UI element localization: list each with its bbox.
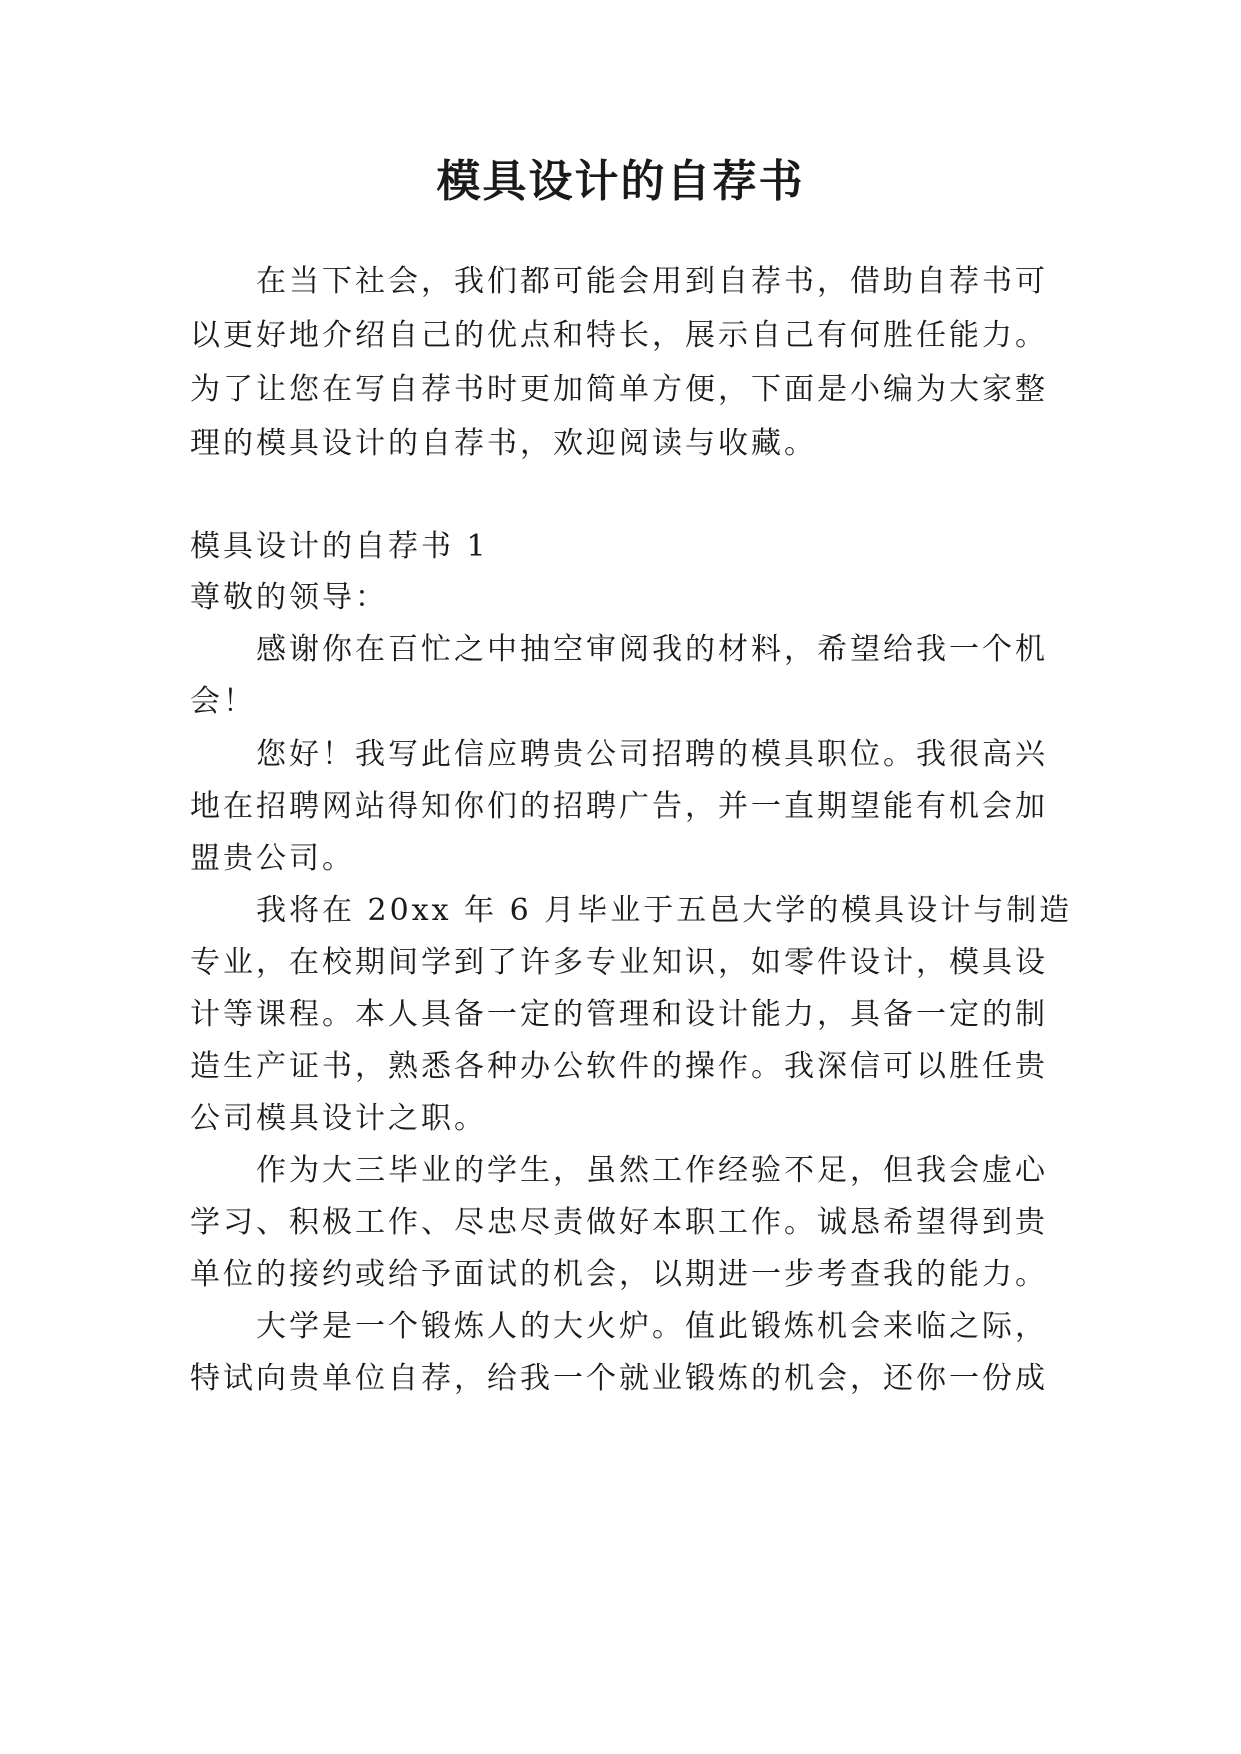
paragraph-line: 感谢你在百忙之中抽空审阅我的材料，希望给我一个机: [256, 632, 1048, 667]
paragraph-line: 我将在 20xx 年 6 月毕业于五邑大学的模具设计与制造: [256, 893, 1073, 928]
document-title: 模具设计的自荐书: [436, 156, 805, 207]
paragraph-line: 盟贵公司。: [190, 841, 355, 876]
paragraph-line: 会！: [190, 684, 256, 719]
paragraph-line: 学习、积极工作、尽忠尽责做好本职工作。诚恳希望得到贵: [190, 1205, 1048, 1240]
paragraph-line: 特试向贵单位自荐，给我一个就业锻炼的机会，还你一份成: [190, 1361, 1048, 1396]
paragraph-line: 公司模具设计之职。: [190, 1101, 487, 1136]
paragraph-line: 造生产证书，熟悉各种办公软件的操作。我深信可以胜任贵: [190, 1049, 1048, 1084]
paragraph-line: 单位的接约或给予面试的机会，以期进一步考查我的能力。: [190, 1257, 1048, 1292]
section-heading: 模具设计的自荐书 1: [190, 529, 489, 564]
paragraph-line: 专业，在校期间学到了许多专业知识，如零件设计，模具设: [190, 945, 1048, 980]
paragraph-line: 地在招聘网站得知你们的招聘广告，并一直期望能有机会加: [190, 789, 1048, 824]
salutation: 尊敬的领导：: [190, 580, 388, 615]
paragraph-line: 您好！我写此信应聘贵公司招聘的模具职位。我很高兴: [256, 737, 1048, 772]
paragraph-line: 为了让您在写自荐书时更加简单方便，下面是小编为大家整: [190, 372, 1048, 407]
paragraph-line: 以更好地介绍自己的优点和特长，展示自己有何胜任能力。: [190, 318, 1048, 353]
paragraph-line: 在当下社会，我们都可能会用到自荐书，借助自荐书可: [256, 264, 1048, 299]
paragraph-line: 理的模具设计的自荐书，欢迎阅读与收藏。: [190, 426, 817, 461]
paragraph-line: 计等课程。本人具备一定的管理和设计能力，具备一定的制: [190, 997, 1048, 1032]
paragraph-line: 作为大三毕业的学生，虽然工作经验不足，但我会虚心: [256, 1153, 1048, 1188]
paragraph-line: 大学是一个锻炼人的大火炉。值此锻炼机会来临之际，: [256, 1309, 1048, 1344]
